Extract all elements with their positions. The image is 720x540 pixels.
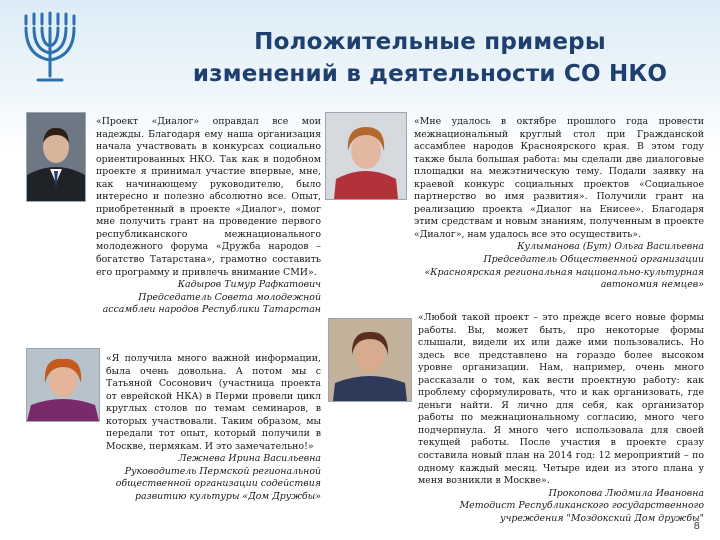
testimonial-role: Руководитель Пермской региональной общественной организации содействия развитию культуры «Дом Дружбы» xyxy=(115,465,321,503)
testimonial-quote: «Любой такой проект – это прежде всего новые формы работы. Вы, может быть, про некоторые формы слышали, видели их или даже ими пользовались. Но здесь все представлено на гораздо более высоком уровне организации. Нам, например, очень много рассказали о том, как вести проектную работу: как проблему сформулировать, что и как организовать, где деньги найти. Я лично для себя, как организатор работы по межнациональному согласию, много чего подчерпнула. Я много чего использовала для своей текущей работы. После участия в проекте сразу составила новый план на 2014 год: 12 мероприятий – по одному каждый месяц. Четыре идеи из этого плана у меня возникли в Москве». xyxy=(418,312,704,487)
title-line-1: Положительные примеры xyxy=(254,29,606,55)
page-number: 8 xyxy=(693,521,700,532)
testimonial-kadyrov xyxy=(96,116,321,317)
portrait-photo-lezhneva xyxy=(26,348,100,422)
testimonial-quote: «Я получила много важной информации, была очень довольна. А потом мы с Татьяной Сосонович (участница проекта от еврейской НКА) в Перми провели цикл круглых столов по темам семинаров, в которых участвовали. Таким образом, мы передали тот опыт, который получили в Москве, пермякам. И это замечательно!» xyxy=(106,353,321,452)
testimonial-quote: «Мне удалось в октябре прошлого года провести межнациональный круглый стол при Гражданской ассамблее народов Красноярского края. В этом году также была большая работа: мы сделали две диалоговые площадки на межэтническую тему. Подали заявку на краевой конкурс социальных проектов «Социальное партнерство во имя развития». Получили грант на реализацию проекта «Диалог на Енисее». Благодаря этим средствам и новым знаниям, полученным в проекте «Диалог», нам удалось все это осуществить». xyxy=(414,116,704,240)
testimonial-name: Кулыманова (Бут) Ольга Васильевна xyxy=(517,241,704,253)
testimonial-name: Прокопова Людмила Ивановна xyxy=(548,487,704,499)
testimonial-kulymanova xyxy=(414,116,704,292)
testimonial-prokopova xyxy=(418,312,704,525)
portrait-photo-prokopova xyxy=(328,318,412,402)
menorah-logo-icon xyxy=(18,10,82,92)
testimonial-name: Кадыров Тимур Рафкатович xyxy=(177,279,321,291)
testimonial-name: Лежнева Ирина Васильевна xyxy=(178,453,321,465)
testimonial-quote: «Проект «Диалог» оправдал все мои надежды. Благодаря ему наша организация начала участвовать в конкурсах социально ориентированных НКО. Так как в подобном проекте я принимал участие впервые, мне, как начинающему руководителю, было интересно и полезно абсолютно все. Опыт, приобретенный в проекте «Диалог», помог мне получить грант на проведение первого республиканского межнационального молодежного форума «Дружба народов – богатство Татарстана», грамотно составить его программу и привлечь внимание СМИ». xyxy=(96,116,321,278)
testimonial-role: Председатель Совета молодежной ассамблеи народов Республики Татарстан xyxy=(102,291,321,316)
portrait-photo-kadyrov xyxy=(26,112,86,202)
testimonial-role: Председатель Общественной организации «Красноярская региональная национально-культурная автономия немцев» xyxy=(424,254,704,291)
portrait-photo-kulymanova xyxy=(325,112,407,200)
testimonial-lezhneva xyxy=(106,353,321,504)
slide-title xyxy=(150,26,710,90)
testimonial-role: Методист Республиканского государственного учреждения "Моздокский Дом дружбы" xyxy=(459,500,704,524)
title-line-2: изменений в деятельности СО НКО xyxy=(192,61,668,87)
